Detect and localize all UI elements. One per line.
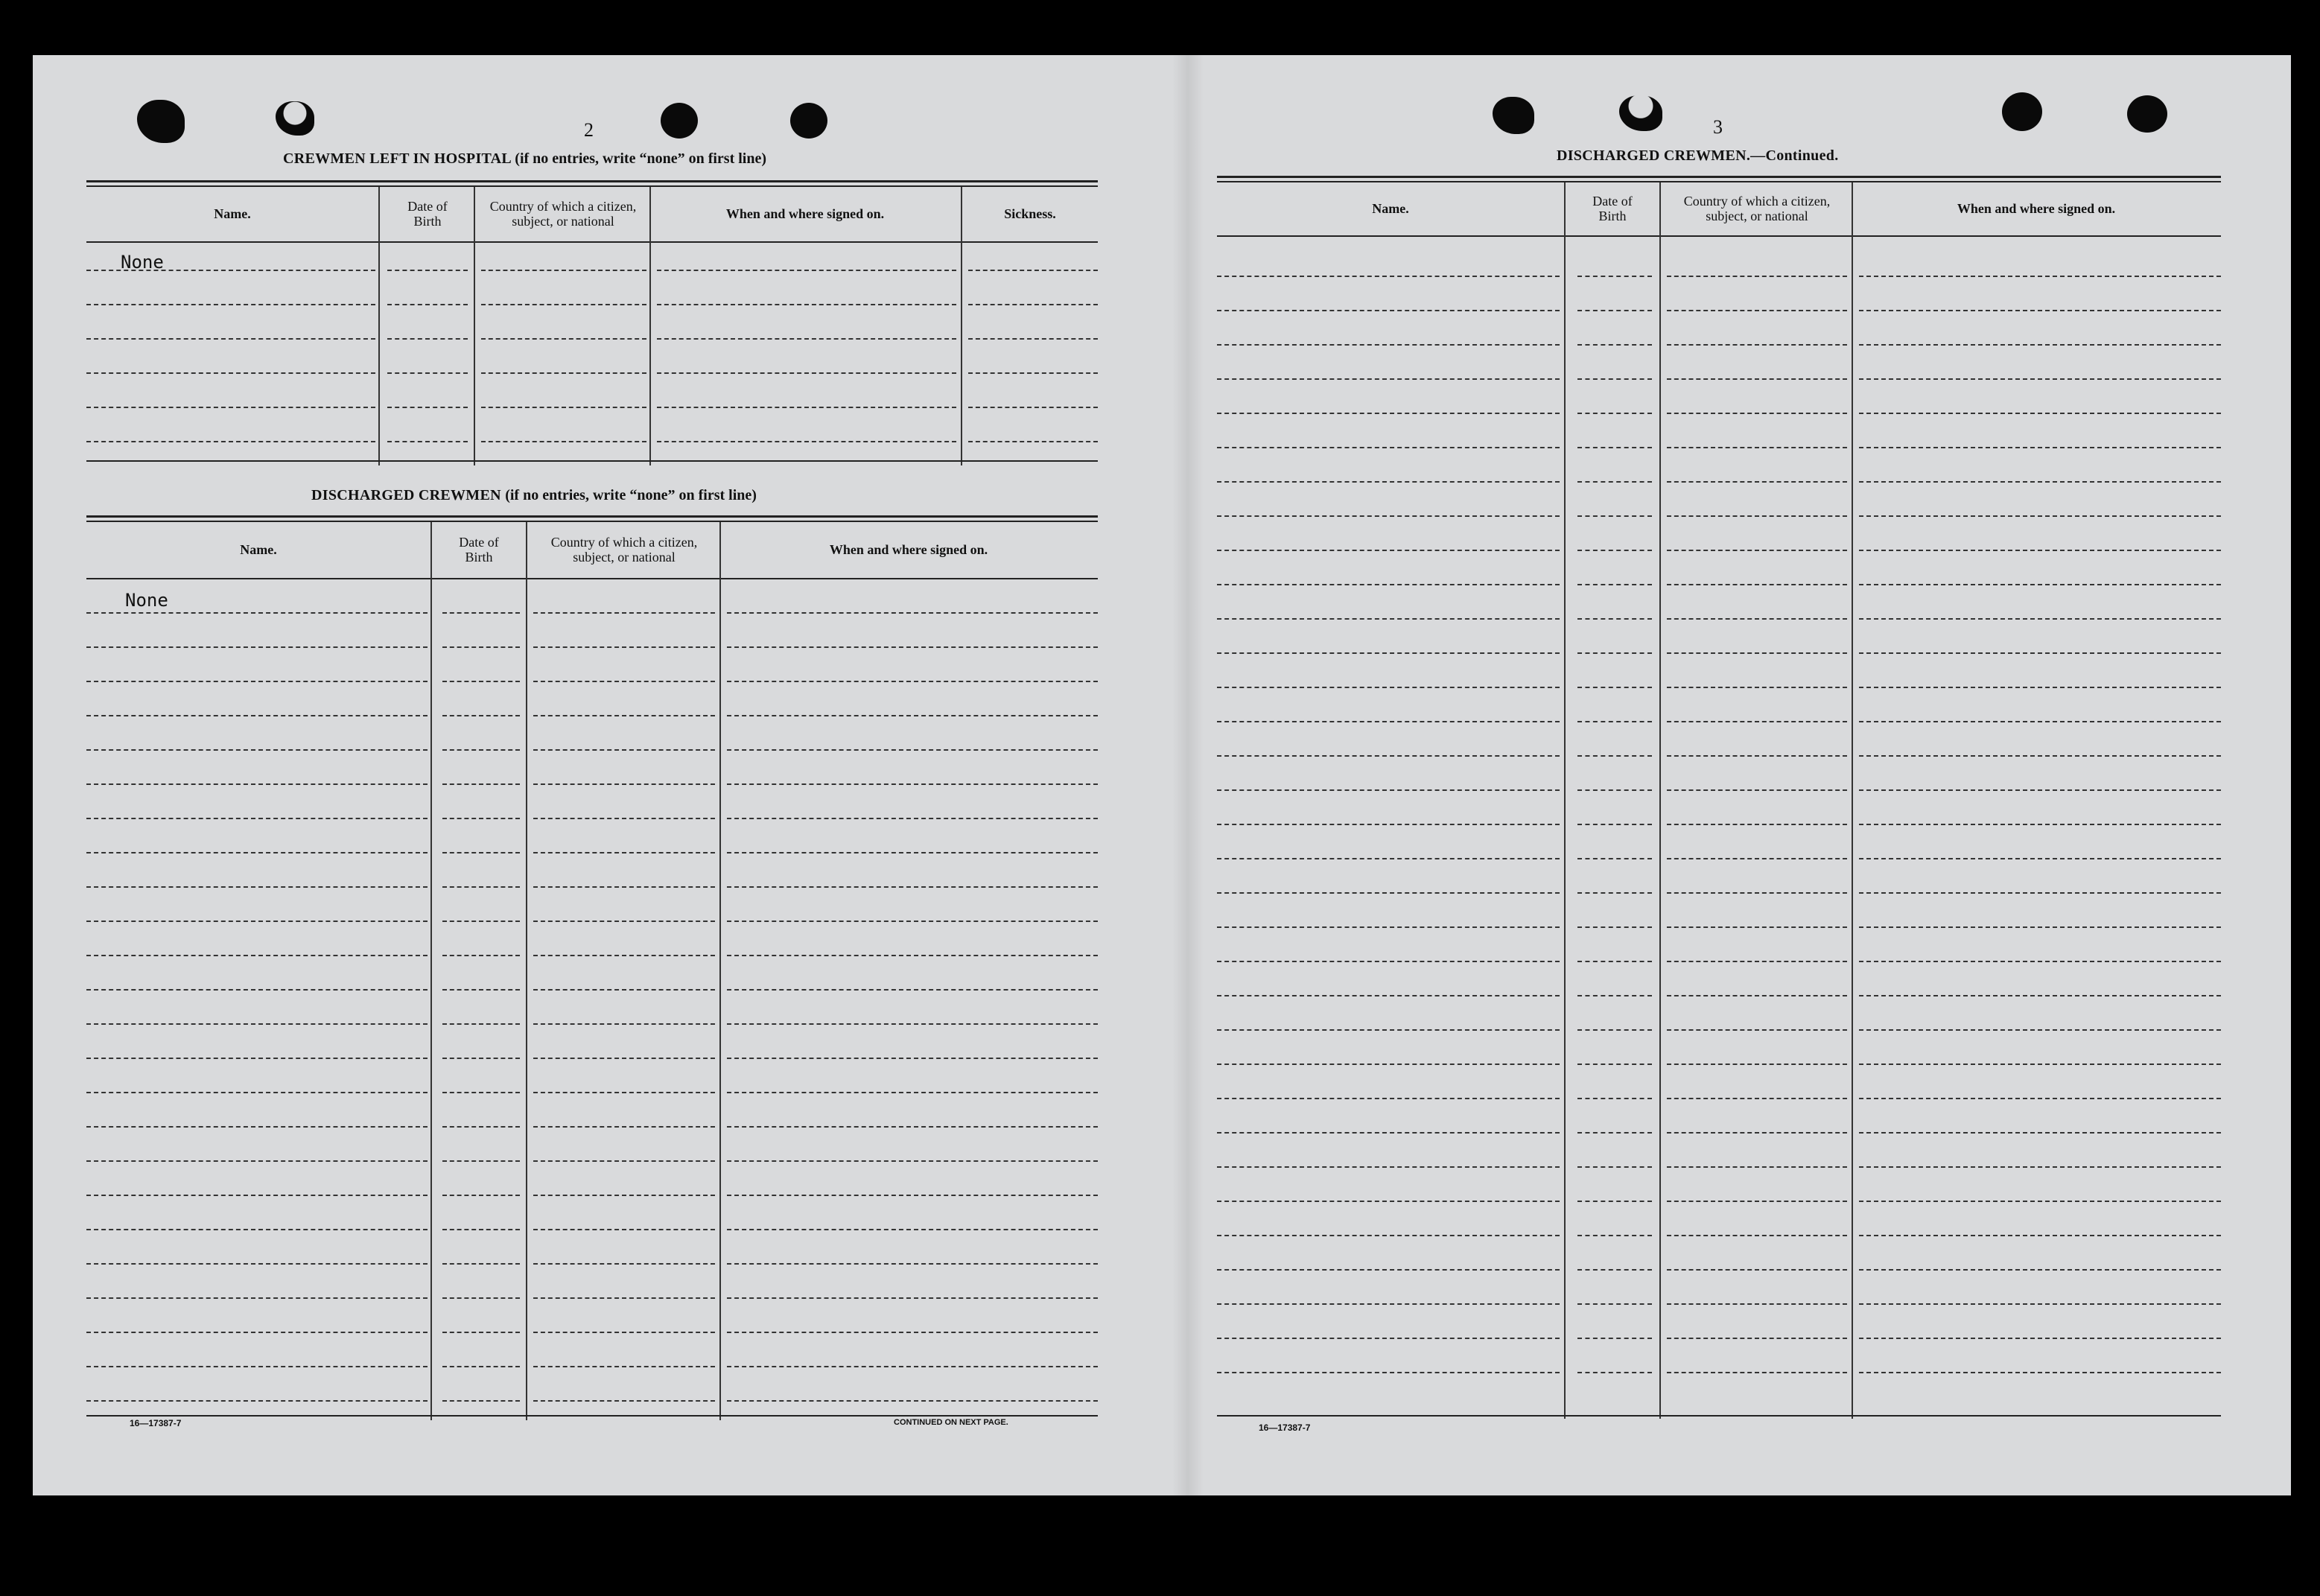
ruled-line [727, 1058, 1098, 1059]
ruled-line [533, 681, 715, 682]
ruled-line [657, 407, 956, 408]
ruled-line [86, 372, 375, 374]
ruled-line [387, 407, 468, 408]
ruled-line [1667, 310, 1847, 311]
ruled-line [1667, 1338, 1847, 1339]
ruled-line [727, 955, 1098, 956]
ruled-line [533, 1195, 715, 1196]
ruled-line [1667, 687, 1847, 688]
punch-hole [790, 103, 827, 139]
ruled-line [1217, 995, 1560, 996]
ruled-line [1577, 824, 1652, 825]
ruled-line [1217, 824, 1560, 825]
ruled-line [86, 270, 375, 271]
ruled-line [727, 783, 1098, 785]
col-header-date-of-birth: Date of Birth [1592, 194, 1633, 223]
col-header-name: Name. [240, 542, 277, 557]
hospital-table [86, 180, 1098, 517]
ruled-line [481, 338, 646, 340]
ruled-line [1667, 755, 1847, 757]
ruled-line [727, 1195, 1098, 1196]
ruled-line [442, 1195, 520, 1196]
ruled-line [533, 989, 715, 991]
ruled-line [533, 715, 715, 716]
ruled-line [1859, 1338, 2221, 1339]
hospital-entry-name: None [121, 252, 164, 273]
ruled-line [1577, 892, 1652, 894]
ruled-line [1217, 892, 1560, 894]
discharged-table-left [86, 515, 1098, 1469]
ruled-line [1217, 1338, 1560, 1339]
ruled-line [442, 646, 520, 648]
ruled-line [1577, 687, 1652, 688]
ruled-line [727, 1160, 1098, 1162]
discharged-title: DISCHARGED CREWMEN [311, 487, 501, 503]
ruled-line [1217, 550, 1560, 551]
ruled-line [86, 955, 428, 956]
discharged-subtitle: (if no entries, write “none” on first line) [505, 487, 757, 503]
ruled-line [442, 1297, 520, 1299]
ruled-line [1859, 1235, 2221, 1236]
ruled-line [727, 715, 1098, 716]
ruled-line [86, 1195, 428, 1196]
ruled-line [727, 1400, 1098, 1402]
ruled-line [1859, 344, 2221, 346]
ruled-line [1577, 378, 1652, 380]
ruled-line [1859, 961, 2221, 962]
ruled-line [1859, 310, 2221, 311]
ruled-line [727, 1263, 1098, 1265]
ruled-line [1577, 1098, 1652, 1099]
ruled-line [387, 304, 468, 305]
ruled-line [1859, 687, 2221, 688]
ruled-line [1217, 344, 1560, 346]
ruled-line [533, 1126, 715, 1128]
ruled-line [1667, 652, 1847, 654]
ruled-line [1667, 892, 1847, 894]
ruled-line [1667, 1269, 1847, 1271]
ruled-line [86, 921, 428, 922]
ruled-line [533, 1263, 715, 1265]
ruled-line [86, 989, 428, 991]
ruled-line [1859, 413, 2221, 414]
ruled-line [442, 612, 520, 614]
ruled-line [1859, 550, 2221, 551]
ruled-line [1667, 584, 1847, 585]
discharged-table-right [1217, 176, 2221, 1479]
ruled-line [1667, 1098, 1847, 1099]
ruled-line [1577, 515, 1652, 517]
ruled-line [727, 612, 1098, 614]
ruled-line [86, 407, 375, 408]
col-header-sickness: Sickness. [1004, 206, 1056, 221]
ruled-line [1217, 447, 1560, 448]
ruled-line [1667, 1166, 1847, 1168]
ruled-line [1859, 584, 2221, 585]
hospital-subtitle: (if no entries, write “none” on first line) [515, 150, 767, 167]
ruled-line [1217, 687, 1560, 688]
ruled-line [1859, 755, 2221, 757]
ruled-line [86, 1023, 428, 1025]
ruled-line [1859, 652, 2221, 654]
ruled-line [1217, 310, 1560, 311]
page-fold [1172, 55, 1204, 1495]
ruled-line [1859, 515, 2221, 517]
ruled-line [481, 441, 646, 442]
col-header-signed-on: When and where signed on. [829, 542, 988, 557]
col-header-name: Name. [214, 206, 251, 221]
col-header-signed-on: When and where signed on. [725, 206, 885, 221]
ruled-line [1667, 276, 1847, 277]
ruled-line [86, 818, 428, 819]
ruled-line [1859, 1269, 2221, 1271]
ruled-line [86, 1366, 428, 1367]
ruled-line [1217, 1098, 1560, 1099]
ruled-line [1577, 1201, 1652, 1202]
ruled-line [533, 955, 715, 956]
ruled-line [1667, 1064, 1847, 1065]
ruled-line [727, 1023, 1098, 1025]
ruled-line [86, 1332, 428, 1333]
ruled-line [86, 1058, 428, 1059]
ruled-line [442, 1366, 520, 1367]
ruled-line [481, 270, 646, 271]
ruled-line [1217, 755, 1560, 757]
ruled-line [1667, 378, 1847, 380]
hospital-section-title [283, 150, 766, 168]
ruled-line [1667, 1303, 1847, 1305]
ruled-line [657, 270, 956, 271]
ruled-line [1667, 1235, 1847, 1236]
col-header-country: Country of which a citizen, subject, or national [550, 535, 698, 565]
punch-hole [661, 103, 698, 139]
ruled-line [387, 338, 468, 340]
col-header-date-of-birth: Date of Birth [459, 535, 499, 565]
col-header-country: Country of which a citizen, subject, or national [489, 199, 637, 229]
ruled-line [442, 818, 520, 819]
ruled-line [1859, 721, 2221, 722]
ruled-line [727, 646, 1098, 648]
ruled-line [1577, 344, 1652, 346]
ruled-line [1577, 310, 1652, 311]
ruled-line [1577, 481, 1652, 483]
ruled-line [442, 955, 520, 956]
ruled-line [1859, 1132, 2221, 1134]
ruled-line [1859, 618, 2221, 620]
ruled-line [727, 1297, 1098, 1299]
col-header-date-of-birth: Date of Birth [407, 199, 448, 229]
ruled-line [727, 1126, 1098, 1128]
ruled-line [727, 921, 1098, 922]
ruled-line [533, 612, 715, 614]
ruled-line [1577, 1029, 1652, 1031]
ruled-line [1667, 721, 1847, 722]
ruled-line [727, 1366, 1098, 1367]
ruled-line [86, 1297, 428, 1299]
punch-hole [1493, 97, 1534, 134]
ruled-line [1859, 1098, 2221, 1099]
ruled-line [1577, 618, 1652, 620]
ruled-line [1577, 1064, 1652, 1065]
ruled-line [968, 304, 1098, 305]
ruled-line [86, 1229, 428, 1230]
ruled-line [481, 304, 646, 305]
ruled-line [1859, 789, 2221, 791]
ruled-line [86, 783, 428, 785]
ruled-line [1217, 584, 1560, 585]
ruled-line [1667, 344, 1847, 346]
ruled-line [1577, 1235, 1652, 1236]
ruled-line [442, 1126, 520, 1128]
ruled-line [1859, 1372, 2221, 1373]
ruled-line [1217, 1372, 1560, 1373]
punch-hole [2127, 95, 2167, 133]
ruled-line [86, 646, 428, 648]
ruled-line [86, 681, 428, 682]
ruled-line [968, 338, 1098, 340]
ruled-line [533, 646, 715, 648]
ruled-line [1577, 1338, 1652, 1339]
ruled-line [1667, 789, 1847, 791]
ruled-line [481, 372, 646, 374]
ruled-line [533, 852, 715, 853]
ruled-line [86, 852, 428, 853]
ruled-line [1667, 618, 1847, 620]
ruled-line [442, 1160, 520, 1162]
ruled-line [533, 1058, 715, 1059]
ruled-line [442, 1229, 520, 1230]
ruled-line [1217, 515, 1560, 517]
discharged-section-title [311, 487, 757, 504]
ruled-line [1577, 413, 1652, 414]
ruled-line [1217, 1132, 1560, 1134]
ruled-line [1667, 515, 1847, 517]
ruled-line [1667, 961, 1847, 962]
ruled-line [1667, 1201, 1847, 1202]
ruled-line [387, 441, 468, 442]
ruled-line [442, 681, 520, 682]
punch-hole [137, 100, 185, 143]
ruled-line [533, 749, 715, 751]
ruled-line [1667, 447, 1847, 448]
ruled-line [533, 1400, 715, 1402]
ruled-line [1667, 1132, 1847, 1134]
ruled-line [1577, 755, 1652, 757]
ruled-line [1859, 1201, 2221, 1202]
ruled-line [1859, 481, 2221, 483]
ruled-line [533, 1229, 715, 1230]
ruled-line [1217, 1303, 1560, 1305]
ruled-line [1859, 276, 2221, 277]
ruled-line [86, 304, 375, 305]
ruled-line [1667, 1029, 1847, 1031]
ruled-line [1577, 858, 1652, 859]
col-header-signed-on: When and where signed on. [1957, 201, 2116, 216]
ruled-line [1217, 1029, 1560, 1031]
ruled-line [533, 1160, 715, 1162]
ruled-line [657, 338, 956, 340]
ruled-line [1577, 1132, 1652, 1134]
ruled-line [533, 1023, 715, 1025]
ruled-line [727, 681, 1098, 682]
ruled-line [1217, 1235, 1560, 1236]
ruled-line [727, 989, 1098, 991]
ruled-line [86, 441, 375, 442]
col-header-name: Name. [1372, 201, 1409, 216]
page-number-left: 2 [584, 119, 594, 141]
ruled-line [86, 1400, 428, 1402]
ruled-line [1859, 378, 2221, 380]
ruled-line [1859, 1303, 2221, 1305]
ruled-line [1577, 276, 1652, 277]
ruled-line [1577, 961, 1652, 962]
ruled-line [442, 886, 520, 888]
ruled-line [442, 1023, 520, 1025]
ruled-line [86, 338, 375, 340]
ruled-line [1667, 550, 1847, 551]
ruled-line [1577, 1269, 1652, 1271]
ruled-line [1217, 1201, 1560, 1202]
ruled-line [1859, 858, 2221, 859]
ruled-line [533, 1092, 715, 1093]
ruled-line [657, 304, 956, 305]
ruled-line [968, 270, 1098, 271]
punch-hole [276, 101, 314, 136]
ruled-line [1577, 652, 1652, 654]
col-header-country: Country of which a citizen, subject, or national [1683, 194, 1831, 223]
ruled-line [442, 1058, 520, 1059]
ruled-line [1667, 995, 1847, 996]
ruled-line [1859, 824, 2221, 825]
ruled-line [727, 749, 1098, 751]
page-number-right: 3 [1713, 116, 1723, 138]
ruled-line [727, 852, 1098, 853]
ruled-line [533, 1332, 715, 1333]
ruled-line [86, 612, 428, 614]
ruled-line [1217, 652, 1560, 654]
ruled-line [1217, 858, 1560, 859]
ruled-line [1217, 926, 1560, 928]
form-number-left: 16—17387-7 [130, 1418, 182, 1428]
ruled-line [442, 715, 520, 716]
punch-hole [1619, 95, 1662, 131]
ruled-line [1577, 550, 1652, 551]
ruled-line [1577, 926, 1652, 928]
ruled-line [1577, 1303, 1652, 1305]
ruled-line [1217, 1064, 1560, 1065]
ruled-line [86, 1126, 428, 1128]
continued-note: CONTINUED ON NEXT PAGE. [894, 1418, 1008, 1427]
ruled-line [727, 818, 1098, 819]
ruled-line [1859, 1064, 2221, 1065]
ruled-line [1217, 378, 1560, 380]
ruled-line [727, 1229, 1098, 1230]
ruled-line [442, 783, 520, 785]
ruled-line [86, 715, 428, 716]
ruled-line [1217, 618, 1560, 620]
ruled-line [727, 1332, 1098, 1333]
punch-hole [2002, 92, 2042, 131]
ruled-line [968, 372, 1098, 374]
ruled-line [1859, 1029, 2221, 1031]
ruled-line [1577, 995, 1652, 996]
ruled-line [1217, 413, 1560, 414]
ruled-line [1577, 721, 1652, 722]
ruled-line [1217, 789, 1560, 791]
ruled-line [442, 921, 520, 922]
ruled-line [86, 749, 428, 751]
ruled-line [86, 1263, 428, 1265]
ruled-line [1217, 961, 1560, 962]
document-sheet [33, 55, 2291, 1495]
ruled-line [442, 1400, 520, 1402]
ruled-line [442, 989, 520, 991]
ruled-line [1577, 1166, 1652, 1168]
ruled-line [442, 852, 520, 853]
ruled-line [86, 1092, 428, 1093]
ruled-line [442, 1332, 520, 1333]
ruled-line [481, 407, 646, 408]
ruled-line [533, 921, 715, 922]
ruled-line [533, 1297, 715, 1299]
ruled-line [1217, 276, 1560, 277]
ruled-line [1217, 481, 1560, 483]
discharged-entry-name: None [125, 590, 168, 611]
ruled-line [968, 407, 1098, 408]
ruled-line [1577, 584, 1652, 585]
ruled-line [1667, 413, 1847, 414]
ruled-line [1577, 447, 1652, 448]
ruled-line [727, 1092, 1098, 1093]
discharged-continued-title: DISCHARGED CREWMEN.—Continued. [1557, 147, 1839, 164]
ruled-line [727, 886, 1098, 888]
ruled-line [1217, 1269, 1560, 1271]
ruled-line [1667, 481, 1847, 483]
ruled-line [1859, 926, 2221, 928]
ruled-line [1667, 824, 1847, 825]
ruled-line [1667, 926, 1847, 928]
ruled-line [387, 372, 468, 374]
ruled-line [1217, 721, 1560, 722]
hospital-title: CREWMEN LEFT IN HOSPITAL [283, 150, 511, 167]
ruled-line [1577, 1372, 1652, 1373]
ruled-line [86, 886, 428, 888]
ruled-line [533, 783, 715, 785]
ruled-line [968, 441, 1098, 442]
ruled-line [1667, 858, 1847, 859]
ruled-line [657, 441, 956, 442]
ruled-line [657, 372, 956, 374]
ruled-line [387, 270, 468, 271]
ruled-line [1577, 789, 1652, 791]
ruled-line [1859, 447, 2221, 448]
form-number-right: 16—17387-7 [1259, 1422, 1311, 1433]
ruled-line [533, 886, 715, 888]
ruled-line [442, 749, 520, 751]
ruled-line [533, 818, 715, 819]
ruled-line [1859, 995, 2221, 996]
ruled-line [533, 1366, 715, 1367]
ruled-line [442, 1092, 520, 1093]
ruled-line [442, 1263, 520, 1265]
ruled-line [1667, 1372, 1847, 1373]
ruled-line [1859, 1166, 2221, 1168]
ruled-line [1859, 892, 2221, 894]
ruled-line [1217, 1166, 1560, 1168]
ruled-line [86, 1160, 428, 1162]
